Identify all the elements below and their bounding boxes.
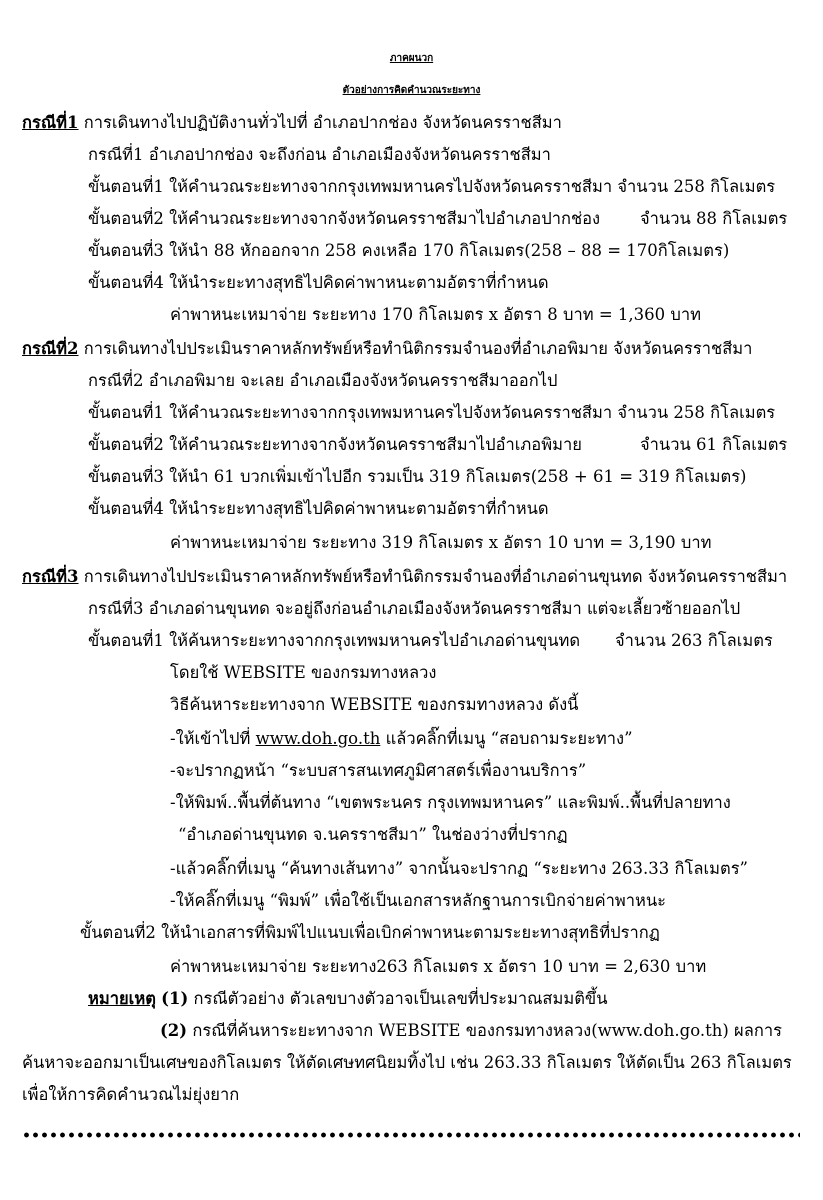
note-1-number: (1)	[161, 989, 189, 1008]
case2-heading-line	[22, 338, 752, 360]
case1-step3: ขั้นตอนที่3 ให้นำ 88 หักออกจาก 258 คงเหลือ 170 กิโลเมตร(258 – 88 = 170กิโลเมตร)	[88, 241, 730, 260]
case1-step2-distance: จำนวน 88 กิโลเมตร	[640, 209, 788, 228]
case3-label: กรณีที่3	[22, 567, 79, 586]
case3-desc: กรณีที่3 อำเภอด่านขุนทด จะอยู่ถึงก่อนอำเภอเมืองจังหวัดนครราชสีมา แต่จะเลี้ยวซ้ายออกไป	[88, 599, 741, 618]
case3-method-5: -ให้คลิ๊กที่เมนู “พิมพ์” เพื่อใช้เป็นเอกสารหลักฐานการเบิกจ่ายค่าพาหนะ	[170, 891, 667, 910]
case3-method-2: -จะปรากฏหน้า “ระบบสารสนเทศภูมิศาสตร์เพื่องานบริการ”	[170, 761, 587, 780]
case1-heading: การเดินทางไปปฏิบัติงานทั่วไปที่ อำเภอปากช่อง จังหวัดนครราชสีมา	[83, 113, 562, 132]
case3-method-4: -แล้วคลิ๊กที่เมนู “ค้นทางเส้นทาง” จากนั้นจะปรากฏ “ระยะทาง 263.33 กิโลเมตร”	[170, 859, 748, 878]
page-title: ภาคผนวก	[389, 53, 434, 64]
case2-desc: กรณีที่2 อำเภอพิมาย จะเลย อำเภอเมืองจังหวัดนครราชสีมาออกไป	[88, 371, 558, 390]
note-1-text: กรณีตัวอย่าง ตัวเลขบางตัวอาจเป็นเลขที่ประมาณสมมติขึ้น	[188, 989, 608, 1008]
case2-label: กรณีที่2	[22, 339, 79, 358]
case3-heading-line	[22, 566, 787, 588]
note-line-1	[88, 988, 607, 1010]
doh-website-link[interactable]: www.doh.go.th	[255, 729, 381, 748]
case2-step3: ขั้นตอนที่3 ให้นำ 61 บวกเพิ่มเข้าไปอีก รวมเป็น 319 กิโลเมตร(258 + 61 = 319 กิโลเมตร)	[88, 467, 747, 486]
note-2-text: กรณีที่ค้นหาระยะทางจาก WEBSITE ของกรมทางหลวง(www.doh.go.th) ผลการ	[187, 1021, 782, 1040]
note-line-2b: ค้นหาจะออกมาเป็นเศษของกิโลเมตร ให้ตัดเศษทศนิยมทิ้งไป เช่น 263.33 กิโลเมตร ให้ตัดเป็น 263 กิโลเมตร	[22, 1053, 792, 1072]
case3-method-3b: “อำเภอด่านขุนทด จ.นครราชสีมา” ในช่องว่างที่ปรากฏ	[178, 825, 568, 844]
case2-step4: ขั้นตอนที่4 ให้นำระยะทางสุทธิไปคิดค่าพาหนะตามอัตราที่กำหนด	[88, 499, 549, 518]
case3-step2: ขั้นตอนที่2 ให้นำเอกสารที่พิมพ์ไปแนบเพื่อเบิกค่าพาหนะตามระยะทางสุทธิที่ปรากฏ	[80, 923, 660, 942]
case1-step1: ขั้นตอนที่1 ให้คำนวณระยะทางจากกรุงเทพมหานครไปจังหวัดนครราชสีมา จำนวน 258 กิโลเมตร	[88, 177, 776, 196]
case3-method-3: -ให้พิมพ์..พื้นที่ต้นทาง “เขตพระนคร กรุงเทพมหานคร” และพิมพ์..พื้นที่ปลายทาง	[170, 793, 731, 812]
case1-step4: ขั้นตอนที่4 ให้นำระยะทางสุทธิไปคิดค่าพาหนะตามอัตราที่กำหนด	[88, 273, 549, 292]
case2-step1: ขั้นตอนที่1 ให้คำนวณระยะทางจากกรุงเทพมหานครไปจังหวัดนครราชสีมา จำนวน 258 กิโลเมตร	[88, 403, 776, 422]
page-subtitle: ตัวอย่างการคิดคำนวณระยะทาง	[342, 85, 481, 96]
dotted-separator	[22, 1132, 800, 1138]
case1-label: กรณีที่1	[22, 113, 79, 132]
case2-heading: การเดินทางไปประเมินราคาหลักทรัพย์หรือทำนิติกรรมจำนองที่อำเภอพิมาย จังหวัดนครราชสีมา	[83, 339, 753, 358]
case3-step1-distance: จำนวน 263 กิโลเมตร	[615, 631, 773, 650]
note-label: หมายเหตุ	[88, 989, 156, 1008]
case3-heading: การเดินทางไปประเมินราคาหลักทรัพย์หรือทำนิติกรรมจำนองที่อำเภอด่านขุนทด จังหวัดนครราชสีมา	[83, 567, 788, 586]
case3-step1: ขั้นตอนที่1 ให้ค้นหาระยะทางจากกรุงเทพมหานครไปอำเภอด่านขุนทด	[88, 631, 581, 650]
case2-step2: ขั้นตอนที่2 ให้คำนวณระยะทางจากจังหวัดนครราชสีมาไปอำเภอพิมาย	[88, 435, 582, 454]
case2-calc: ค่าพาหนะเหมาจ่าย ระยะทาง 319 กิโลเมตร x อัตรา 10 บาท = 3,190 บาท	[170, 533, 712, 552]
case3-m1-prefix: -ให้เข้าไปที่	[170, 729, 256, 748]
note-line-2c: เพื่อให้การคิดคำนวณไม่ยุ่งยาก	[22, 1085, 240, 1104]
case3-by-website: โดยใช้ WEBSITE ของกรมทางหลวง	[170, 663, 437, 682]
case3-method: วิธีค้นหาระยะทางจาก WEBSITE ของกรมทางหลวง ดังนี้	[170, 695, 579, 714]
case3-calc: ค่าพาหนะเหมาจ่าย ระยะทาง263 กิโลเมตร x อัตรา 10 บาท = 2,630 บาท	[170, 957, 707, 976]
note-2-number: (2)	[160, 1021, 188, 1040]
case2-step2-distance: จำนวน 61 กิโลเมตร	[640, 435, 788, 454]
case1-calc: ค่าพาหนะเหมาจ่าย ระยะทาง 170 กิโลเมตร x อัตรา 8 บาท = 1,360 บาท	[170, 305, 702, 324]
case1-desc: กรณีที่1 อำเภอปากช่อง จะถึงก่อน อำเภอเมืองจังหวัดนครราชสีมา	[88, 145, 551, 164]
case1-step2: ขั้นตอนที่2 ให้คำนวณระยะทางจากจังหวัดนครราชสีมาไปอำเภอปากช่อง	[88, 209, 601, 228]
note-line-2	[160, 1020, 782, 1042]
case3-method-1	[170, 728, 633, 750]
case1-heading-line	[22, 112, 562, 134]
case3-m1-suffix: แล้วคลิ๊กที่เมนู “สอบถามระยะทาง”	[380, 729, 633, 748]
